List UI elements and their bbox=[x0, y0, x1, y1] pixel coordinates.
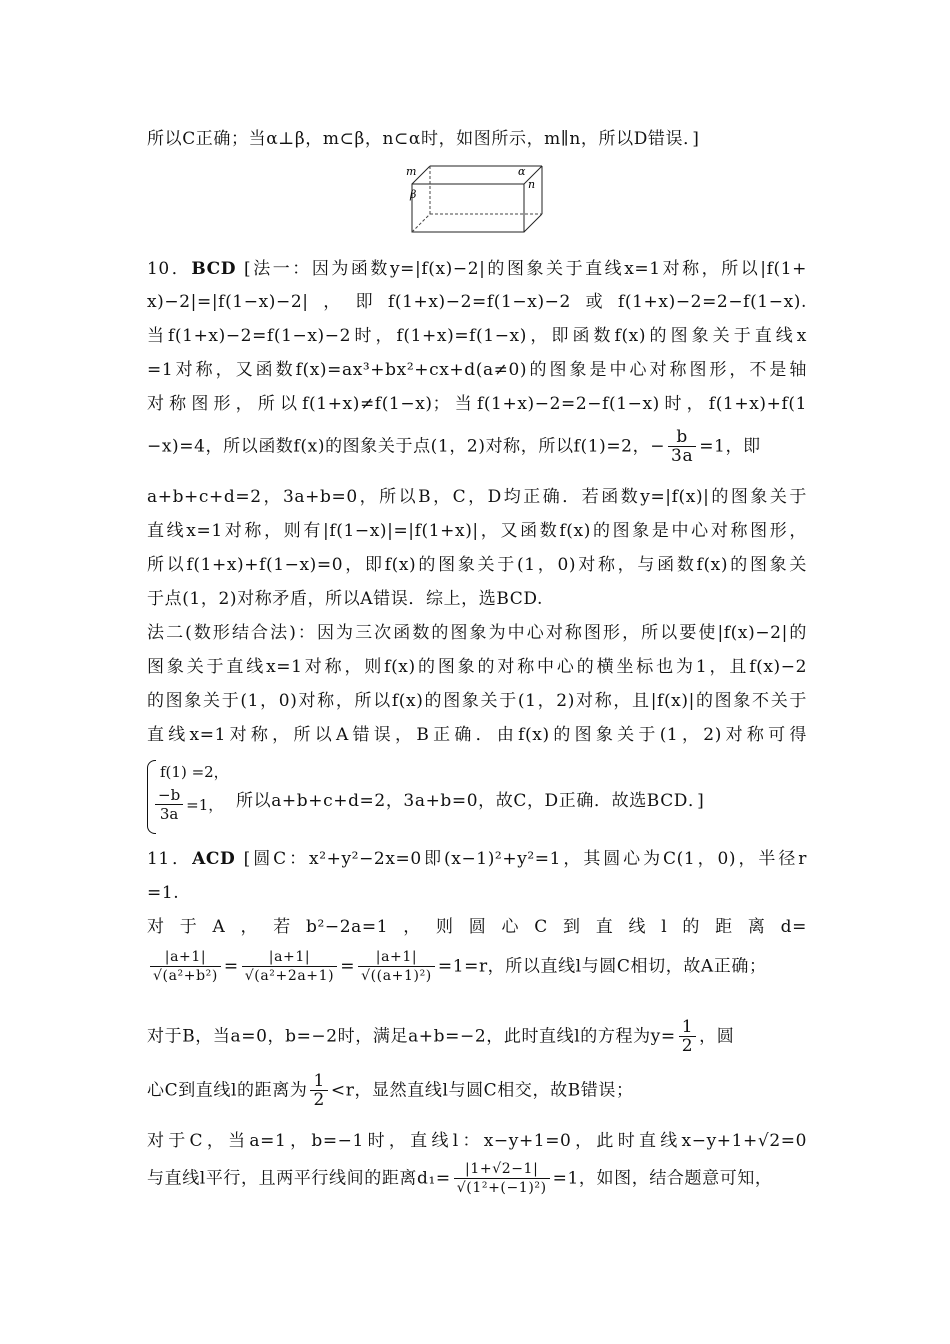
text-line bbox=[236, 786, 704, 811]
paragraph-text: =1=r，所以直线l与圆C相切，故A正确； bbox=[437, 956, 767, 977]
equals-sign: = bbox=[340, 956, 356, 977]
text-line bbox=[147, 486, 807, 508]
paragraph-text: ，圆 bbox=[699, 1026, 735, 1047]
text-line bbox=[147, 325, 807, 347]
fraction-denominator: 3a bbox=[159, 805, 179, 823]
fraction-denominator: 3a bbox=[671, 446, 694, 466]
fraction-denominator: 2 bbox=[681, 1036, 694, 1056]
problem-number: 10． bbox=[147, 259, 192, 279]
fraction bbox=[454, 1160, 550, 1197]
paragraph-text: 对称图形，所以f(1+x)≠f(1−x)；当f(1+x)−2=2−f(1−x)时，f(1+x)+f(1 bbox=[147, 394, 807, 414]
text-line bbox=[147, 128, 807, 150]
system-equation-2 bbox=[152, 786, 223, 823]
text-line bbox=[147, 724, 807, 746]
fraction bbox=[150, 948, 221, 985]
fraction-numerator: b bbox=[668, 428, 696, 447]
text-line bbox=[147, 359, 807, 381]
fraction-denominator: √((a+1)²) bbox=[361, 968, 432, 984]
system-equation-1: f(1) =2， bbox=[160, 763, 229, 781]
paragraph-text: =1，如图，结合题意可知， bbox=[552, 1168, 773, 1189]
paragraph-text: 的图象关于(1，0)对称，所以f(x)的图象关于(1，2)对称，且|f(x)|的图象不关于 bbox=[147, 691, 807, 711]
problem-number: 11． bbox=[147, 849, 193, 869]
paragraph-text: 所以a+b+c+d=2，3a+b=0，故C，D正确．故选BCD．] bbox=[236, 791, 705, 811]
paragraph-text: [法一：因为函数y=|f(x)−2|的图象关于直线x=1对称，所以|f(1+ bbox=[244, 259, 807, 279]
fraction-numerator: 1 bbox=[310, 1072, 327, 1091]
fraction-numerator: |a+1| bbox=[358, 948, 435, 967]
fraction bbox=[310, 1072, 327, 1109]
label-alpha: α bbox=[518, 165, 526, 178]
paragraph-text: [圆C：x²+y²−2x=0即(x−1)²+y²=1，其圆心为C(1，0)，半径r bbox=[243, 849, 807, 869]
label-n: n bbox=[528, 178, 536, 191]
paragraph-text: 所以C正确；当α⊥β，m⊂β，n⊂α时，如图所示，m∥n，所以D错误．] bbox=[147, 129, 700, 149]
text-line bbox=[147, 1130, 807, 1152]
fraction-numerator: |a+1| bbox=[242, 948, 337, 967]
paragraph-text: =1. bbox=[147, 883, 180, 903]
text-line bbox=[147, 428, 807, 472]
text-line bbox=[147, 554, 807, 576]
fraction-numerator: |1+√2−1| bbox=[454, 1160, 550, 1179]
fraction-numerator: |a+1| bbox=[150, 948, 221, 967]
paragraph-text: 图象关于直线x=1对称，则f(x)的图象的对称中心的横坐标也为1，且f(x)−2 bbox=[147, 657, 807, 677]
text-line bbox=[147, 1018, 807, 1062]
text-line bbox=[147, 882, 807, 904]
paragraph-text: 所以f(1+x)+f(1−x)=0，即f(x)的图象关于(1，0)对称，与函数f(x)的图象关 bbox=[147, 555, 807, 575]
paragraph-text: 于点(1，2)对称矛盾，所以A错误．综上，选BCD. bbox=[147, 589, 544, 609]
paragraph-text: x)−2|=|f(1−x)−2|，即f(1+x)−2=f(1−x)−2或f(1+x)−2=2−f(1−x). bbox=[147, 292, 807, 312]
text-line bbox=[147, 1160, 807, 1210]
paragraph-text: 心C到直线l的距离为 bbox=[147, 1080, 308, 1101]
text-line bbox=[147, 848, 807, 870]
fraction bbox=[358, 948, 435, 985]
paragraph-text: 直线x=1对称，则有|f(1−x)|=|f(1+x)|，又函数f(x)的图象是中心对称图形， bbox=[147, 521, 807, 541]
equation-tail: =1， bbox=[186, 796, 224, 814]
fraction-denominator: √(1²+(−1)²) bbox=[456, 1180, 547, 1196]
text-line bbox=[147, 258, 807, 280]
fraction bbox=[668, 428, 696, 465]
fraction bbox=[679, 1018, 696, 1055]
paragraph-text: a+b+c+d=2，3a+b=0，所以B，C，D均正确．若函数y=|f(x)|的图象关于 bbox=[147, 487, 807, 507]
text-line bbox=[147, 588, 807, 610]
paragraph-text: 对于C，当a=1，b=−1时，直线l：x−y+1=0，此时直线x−y+1+√2=0 bbox=[147, 1131, 807, 1151]
paragraph-text: −x)=4，所以函数f(x)的图象关于点(1，2)对称，所以f(1)=2，− bbox=[147, 436, 666, 457]
text-line bbox=[147, 656, 807, 678]
text-line bbox=[147, 520, 807, 542]
box-figure bbox=[402, 160, 550, 238]
text-line bbox=[147, 916, 807, 938]
fraction-denominator: √(a²+2a+1) bbox=[244, 968, 335, 984]
fraction-numerator: −b bbox=[155, 786, 183, 805]
fraction bbox=[242, 948, 337, 985]
paragraph-text: <r，显然直线l与圆C相交，故B错误； bbox=[330, 1080, 634, 1101]
equals-sign: = bbox=[223, 956, 239, 977]
fraction-numerator: 1 bbox=[679, 1018, 696, 1037]
paragraph-text: 直线x=1对称，所以A错误，B正确．由f(x)的图象关于(1，2)对称可得 bbox=[147, 725, 807, 745]
fraction bbox=[155, 786, 183, 823]
fraction-denominator: 2 bbox=[313, 1090, 325, 1110]
label-beta: β bbox=[410, 188, 417, 201]
text-line bbox=[147, 948, 807, 998]
paragraph-text: =1，即 bbox=[699, 436, 761, 457]
text-line bbox=[147, 690, 807, 712]
answer-label: BCD bbox=[191, 259, 237, 279]
paragraph-text: 当f(1+x)−2=f(1−x)−2时，f(1+x)=f(1−x)，即函数f(x)的图象关于直线x bbox=[147, 326, 807, 346]
text-line bbox=[147, 622, 807, 644]
paragraph-text: 法二(数形结合法)：因为三次函数的图象为中心对称图形，所以要使|f(x)−2|的 bbox=[147, 623, 807, 643]
text-line bbox=[147, 1072, 807, 1116]
text-line bbox=[147, 393, 807, 415]
fraction-denominator: √(a²+b²) bbox=[153, 968, 218, 984]
paragraph-text: 对于A，若b²−2a=1，则圆心C到直线l的距离d= bbox=[147, 917, 807, 937]
text-line bbox=[147, 291, 807, 313]
paragraph-text: 对于B，当a=0，b=−2时，满足a+b=−2，此时直线l的方程为y= bbox=[147, 1026, 676, 1047]
paragraph-text: 与直线l平行，且两平行线间的距离d₁= bbox=[147, 1168, 451, 1189]
label-m: m bbox=[406, 165, 417, 178]
answer-label: ACD bbox=[192, 849, 236, 869]
paragraph-text: =1对称，又函数f(x)=ax³+bx²+cx+d(a≠0)的图象是中心对称图形，不是轴 bbox=[147, 360, 807, 380]
